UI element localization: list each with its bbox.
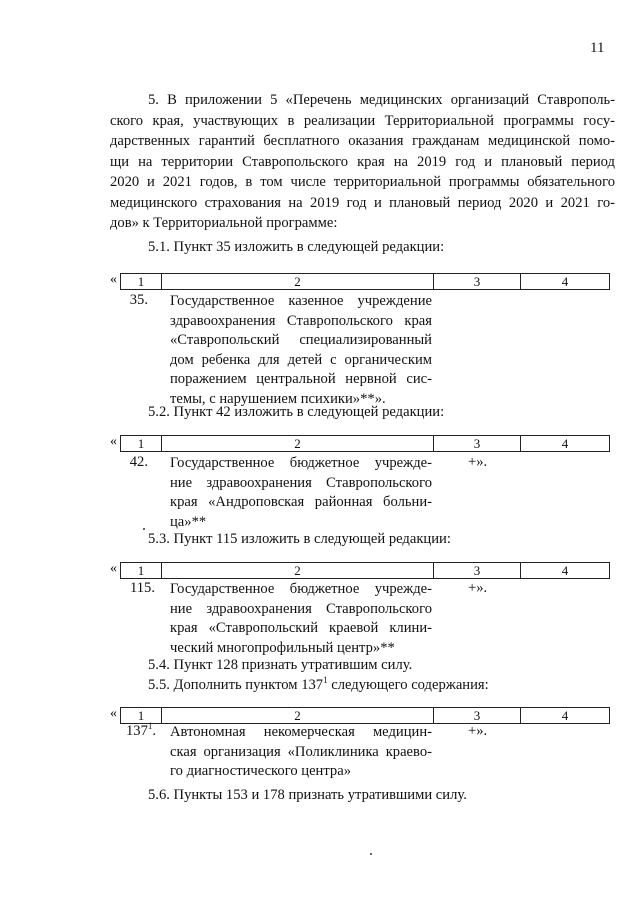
superscript: 1 bbox=[147, 721, 153, 732]
table-header-row bbox=[110, 434, 608, 452]
item-heading: 5.3. Пункт 115 изложить в следующей редакции: bbox=[148, 531, 451, 547]
header-cell-3: 3 bbox=[433, 707, 521, 724]
item-number: 42. bbox=[129, 454, 148, 470]
table-header-row bbox=[110, 706, 608, 724]
intro-line: 5. В приложении 5 «Перечень медицинских организаций Ставрополь- bbox=[148, 92, 615, 108]
item-heading: 5.2. Пункт 42 изложить в следующей редакции: bbox=[148, 404, 445, 420]
item-text bbox=[170, 292, 432, 409]
item-number: 35. bbox=[129, 292, 148, 308]
header-cell-4: 4 bbox=[520, 707, 610, 724]
item-number bbox=[126, 723, 156, 740]
header-cell-4: 4 bbox=[520, 562, 610, 579]
header-cell-2: 2 bbox=[161, 562, 434, 579]
item-heading bbox=[148, 677, 489, 694]
item-text-line: Автономная некомерческая медицин- bbox=[170, 724, 432, 740]
header-cell-1: 1 bbox=[120, 562, 162, 579]
open-quote: « bbox=[110, 272, 117, 287]
header-cell-1: 1 bbox=[120, 435, 162, 452]
open-quote: « bbox=[110, 706, 117, 721]
intro-line: дарственных гарантий бесплатного оказания гражданам медицинской помо- bbox=[110, 133, 615, 149]
item-text-line: Государственное бюджетное учрежде- bbox=[170, 455, 432, 471]
header-cell-4: 4 bbox=[520, 273, 610, 290]
page-number: 11 bbox=[590, 40, 605, 56]
header-cell-2: 2 bbox=[161, 707, 434, 724]
table-header-row bbox=[110, 272, 608, 290]
speck bbox=[370, 853, 372, 855]
item-text-line: темы, с нарушением психики»**». bbox=[170, 390, 386, 407]
header-cell-3: 3 bbox=[433, 562, 521, 579]
item-text-line: «Ставропольский специализированный bbox=[170, 332, 432, 348]
item-text-line: ца»** bbox=[170, 513, 207, 530]
intro-line: ского края, участвующих в реализации Территориальной программы госу- bbox=[110, 112, 615, 129]
item-text-line: ческий многопрофильный центр»** bbox=[170, 639, 395, 656]
item-heading: 5.4. Пункт 128 признать утратившим силу. bbox=[148, 657, 413, 673]
item-text bbox=[170, 454, 432, 532]
intro-line: дов» к Территориальной программе: bbox=[110, 215, 338, 231]
table-header-row bbox=[110, 561, 608, 579]
item-text-line: ние здравоохранения Ставропольского bbox=[170, 474, 432, 491]
item-text bbox=[170, 580, 432, 658]
speck bbox=[143, 528, 145, 530]
intro-line: медицинского страхования на 2019 год и плановый период 2020 и 2021 го- bbox=[110, 194, 615, 211]
col3-value: +». bbox=[468, 580, 488, 596]
superscript: 1 bbox=[323, 675, 328, 686]
item-text-line: края «Андроповская районная больни- bbox=[170, 494, 432, 510]
header-cell-1: 1 bbox=[120, 273, 162, 290]
item-number: 115. bbox=[130, 580, 155, 596]
item-text-line: ние здравоохранения Ставропольского bbox=[170, 600, 432, 617]
item-heading: 5.1. Пункт 35 изложить в следующей редакции: bbox=[148, 239, 445, 255]
heading-text: 5.5. Дополнить пунктом 137 bbox=[148, 677, 324, 693]
item-text-line: ская организация «Поликлиника краево- bbox=[170, 743, 432, 760]
item-text-line: поражением центральной нервной сис- bbox=[170, 371, 432, 387]
number-text: . bbox=[152, 723, 157, 739]
item-text-line: го диагностического центра» bbox=[170, 763, 351, 779]
header-cell-3: 3 bbox=[433, 435, 521, 452]
col3-value: +». bbox=[468, 723, 488, 739]
heading-text: следующего содержания: bbox=[327, 677, 489, 693]
intro-paragraph bbox=[110, 90, 615, 234]
intro-line: 2020 и 2021 годов, в том числе территориальной программы обязательного bbox=[110, 174, 615, 190]
item-text-line: дом ребенка для детей с органическим bbox=[170, 351, 432, 368]
item-text bbox=[170, 723, 432, 782]
intro-line: щи на территории Ставропольского края на 2019 год и плановый период bbox=[110, 153, 615, 170]
col3-value: +». bbox=[468, 454, 488, 470]
number-text: 137 bbox=[126, 723, 148, 739]
open-quote: « bbox=[110, 561, 117, 576]
item-text-line: края «Ставропольский краевой клини- bbox=[170, 620, 432, 636]
header-cell-2: 2 bbox=[161, 273, 434, 290]
header-cell-4: 4 bbox=[520, 435, 610, 452]
item-text-line: здравоохранения Ставропольского края bbox=[170, 312, 432, 329]
open-quote: « bbox=[110, 434, 117, 449]
item-text-line: Государственное казенное учреждение bbox=[170, 293, 432, 309]
header-cell-1: 1 bbox=[120, 707, 162, 724]
header-cell-2: 2 bbox=[161, 435, 434, 452]
header-cell-3: 3 bbox=[433, 273, 521, 290]
item-text-line: Государственное бюджетное учрежде- bbox=[170, 581, 432, 597]
closing-statement: 5.6. Пункты 153 и 178 признать утратившими силу. bbox=[148, 787, 467, 803]
